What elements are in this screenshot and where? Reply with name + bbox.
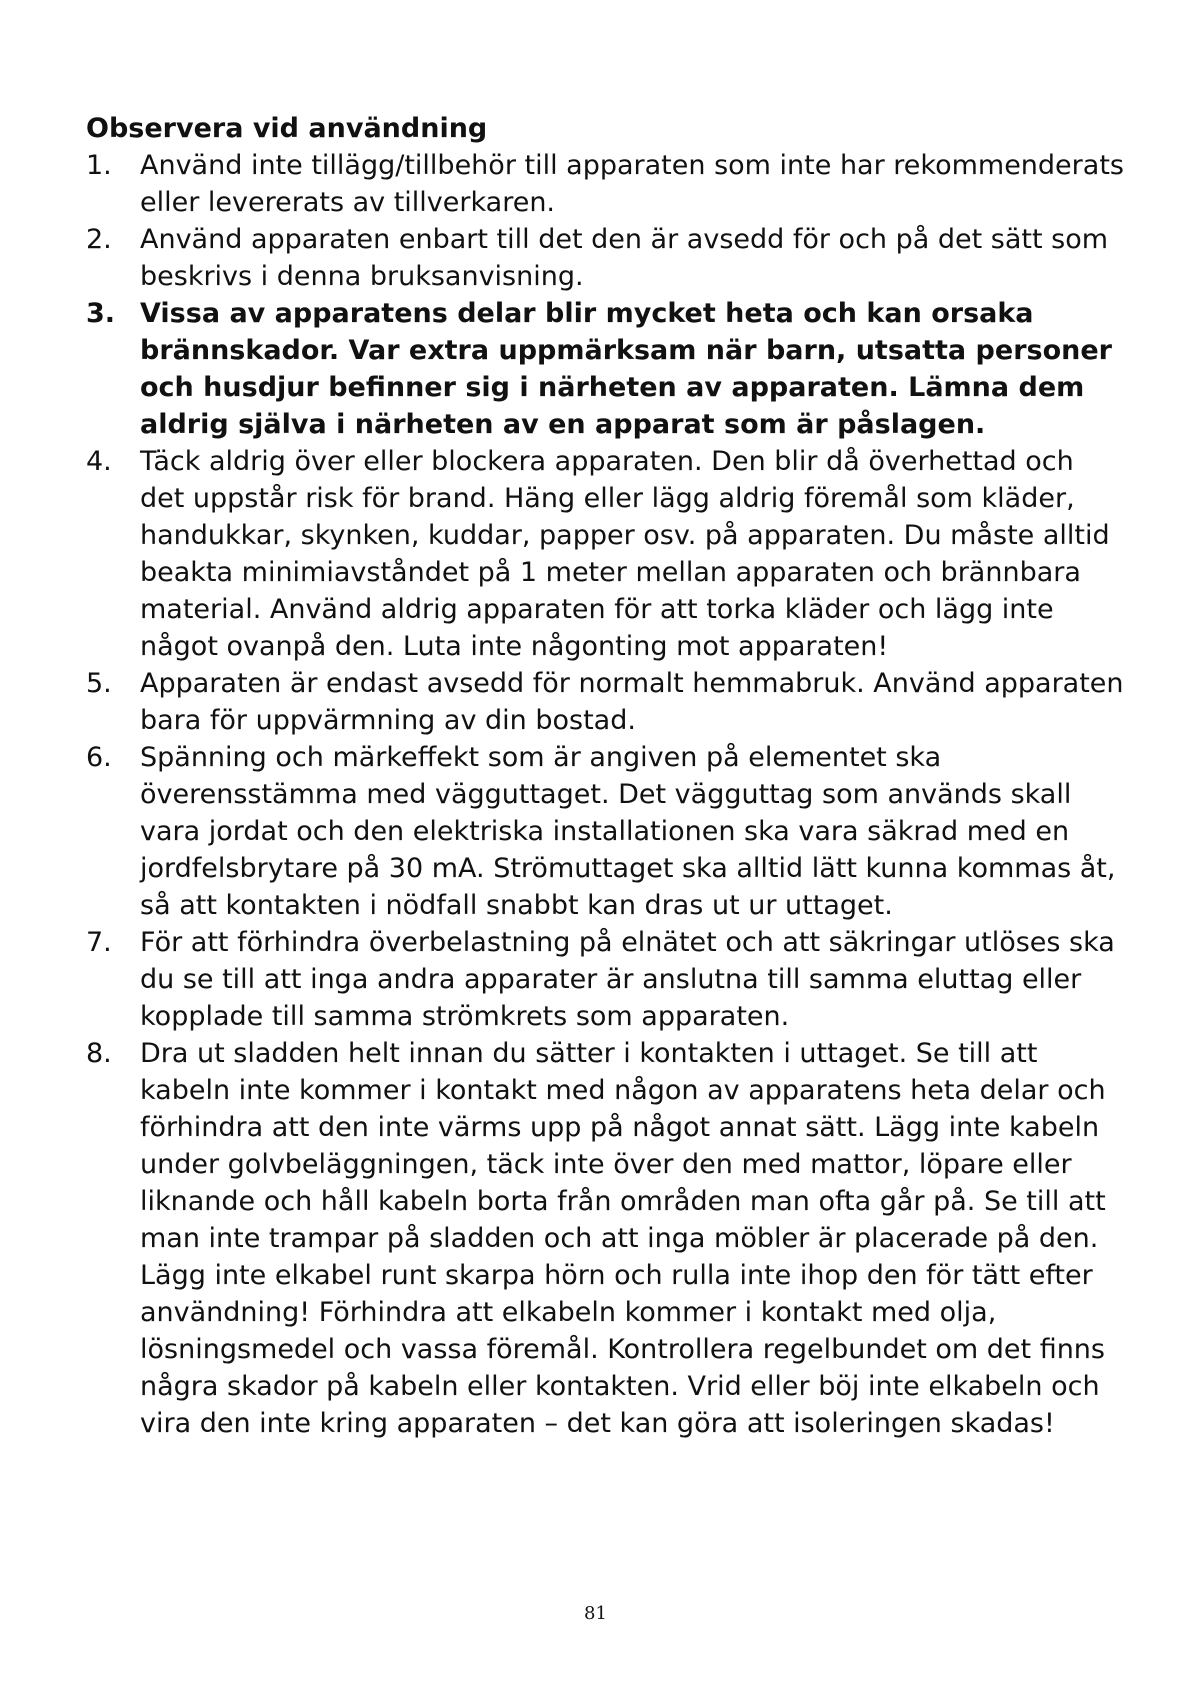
list-item [86, 739, 1126, 924]
safety-list [86, 147, 1126, 1442]
list-item [86, 1035, 1126, 1442]
item-text: Använd apparaten enbart till det den är avsedd för och på det sätt som beskrivs i denna bruksanvisning. [140, 224, 1109, 292]
item-text: Dra ut sladden helt innan du sätter i kontakten i uttaget. Se till att kabeln inte kommer i kontakt med någon av apparatens heta delar och förhindra att den inte värms upp på något annat sätt. Lägg inte kabeln under golvbeläggningen, täck inte över den med mattor, löpare eller liknande och håll kabeln borta från områden man ofta går på. Se till att man inte trampar på sladden och att inga möbler är placerade på den. Lägg inte elkabel runt skarpa hörn och rulla inte ihop den för tätt efter användning! Förhindra att elkabeln kommer i kontakt med olja, lösningsmedel och vassa föremål. Kontrollera regelbundet om det finns några skador på kabeln eller kontakten. Vrid eller böj inte elkabeln och vira den inte kring apparaten – det kan göra att isoleringen skadas! [140, 1038, 1106, 1439]
list-item-warning [86, 295, 1126, 443]
item-number: 5. [86, 668, 112, 699]
item-text: Använd inte tillägg/tillbehör till apparaten som inte har rekommenderats eller levererats av tillverkaren. [140, 150, 1124, 218]
item-text: För att förhindra överbelastning på elnätet och att säkringar utlöses ska du se till att inga andra apparater är anslutna till samma eluttag eller kopplade till samma strömkrets som apparaten. [140, 927, 1115, 1032]
list-item [86, 221, 1126, 295]
page-content [86, 110, 1126, 1442]
item-text: Täck aldrig över eller blockera apparaten. Den blir då överhettad och det uppstår risk för brand. Häng eller lägg aldrig föremål som kläder, handukkar, skynken, kuddar, papper osv. på apparaten. Du måste alltid beakta minimiavståndet på 1 meter mellan apparaten och brännbara material. Använd aldrig apparaten för att torka kläder och lägg inte något ovanpå den. Luta inte någonting mot apparaten! [140, 446, 1110, 662]
item-number: 3. [86, 298, 116, 329]
list-item [86, 924, 1126, 1035]
page-number: 81 [584, 1603, 607, 1624]
item-text: Vissa av apparatens delar blir mycket heta och kan orsaka brännskador. Var extra uppmärksam när barn, utsatta personer och husdjur befinner sig i närheten av apparaten. Lämna dem aldrig själva i närheten av en apparat som är påslagen. [140, 298, 1112, 440]
item-number: 6. [86, 742, 112, 773]
item-text: Apparaten är endast avsedd för normalt hemmabruk. Använd apparaten bara för uppvärmning av din bostad. [140, 668, 1124, 736]
list-item [86, 443, 1126, 665]
item-number: 2. [86, 224, 112, 255]
item-number: 1. [86, 150, 112, 181]
list-item [86, 665, 1126, 739]
item-number: 7. [86, 927, 112, 958]
item-number: 8. [86, 1038, 112, 1069]
section-heading: Observera vid användning [86, 113, 488, 144]
item-text: Spänning och märkeffekt som är angiven på elementet ska överensstämma med vägguttaget. Det vägguttag som används skall vara jordat och den elektriska installationen ska vara säkrad med en jordfelsbrytare på 30 mA. Strömuttaget ska alltid lätt kunna kommas åt, så att kontakten i nödfall snabbt kan dras ut ur uttaget. [140, 742, 1116, 921]
item-number: 4. [86, 446, 112, 477]
list-item [86, 147, 1126, 221]
